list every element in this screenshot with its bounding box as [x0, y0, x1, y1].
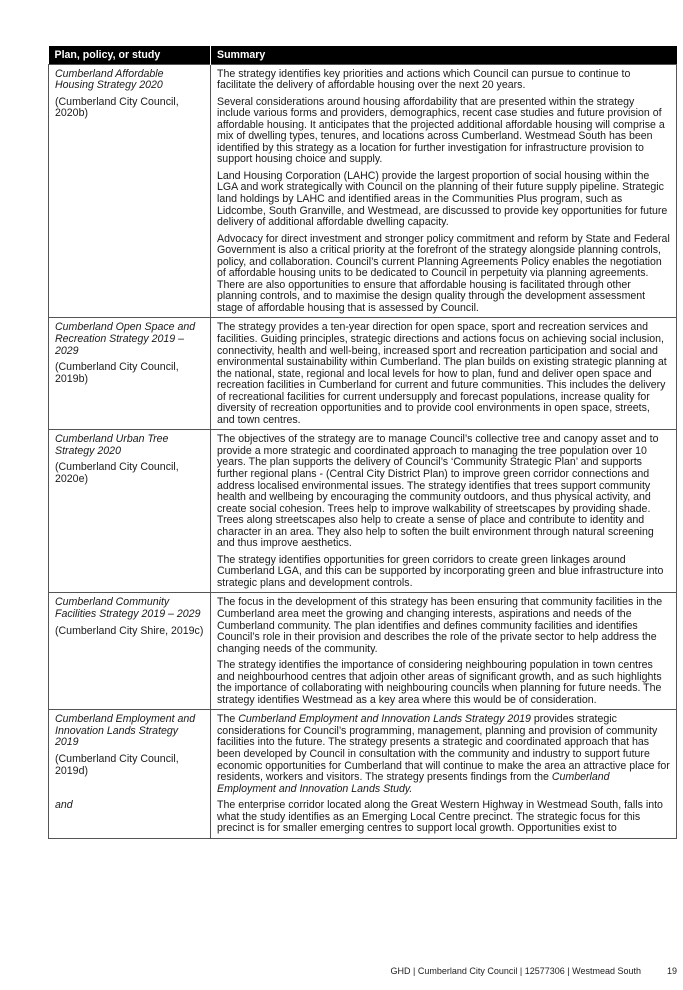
- column-header-summary: Summary: [211, 46, 677, 64]
- plan-cell: [49, 430, 211, 593]
- plan-cell: [49, 318, 211, 430]
- plan-reference: (Cumberland City Shire, 2019c): [55, 624, 204, 637]
- page-number: 19: [666, 966, 677, 976]
- plan-reference: (Cumberland City Council, 2019b): [55, 361, 179, 385]
- plan-reference: (Cumberland City Council, 2019d): [55, 753, 179, 777]
- plan-continuation: and: [55, 799, 73, 812]
- summary-paragraph: The objectives of the strategy are to manage Council’s collective tree and canopy asset and to provide a more strategic and coordinated approach to managing the tree population over 10 years. The plan supports the delivery of Council’s ‘Community Strategic Plan’ and supports further regional plans - (Central City District Plan) to improve green corridor connections and address localised environmental issues. The strategy identifies that trees support community health and wellbeing by encouraging the community outdoors, and thus physical activity, and create social cohesion. Trees help to improve walkability of streetscapes by providing shade. Trees along streetscapes also help to create a sense of place and contribute to identity and character in an area. They also help to soften the built environment through natural screening and thus improve aesthetics.: [217, 433, 659, 550]
- summary-paragraph: The focus in the development of this strategy has been ensuring that community facilities in the Cumberland area meet the growing and changing interests, aspirations and needs of the Cumberland community. The plan identifies and defines community facilities and identifies Council’s role in their provision and describes the role of the private sector to help address the changing needs of the community.: [217, 596, 663, 655]
- table-row: [49, 710, 677, 838]
- table-row: [49, 430, 677, 593]
- summary-cell: [211, 318, 677, 430]
- plan-name: Cumberland Urban Tree Strategy 2020: [55, 433, 169, 457]
- summary-text: The: [217, 713, 239, 726]
- table-row: [49, 318, 677, 430]
- summary-table: [48, 46, 677, 839]
- summary-paragraph: Land Housing Corporation (LAHC) provide the largest proportion of social housing within the LGA and work strategically with Council on the planning of their future supply pipeline. Strategic land holdings by LAHC and identified areas in the Communities Plus program, such as Lidcombe, South Granville, and Westmead, are discussed to provide key opportunities for future delivery of additional affordable dwelling capacity.: [217, 169, 668, 229]
- summary-cell: [211, 64, 677, 318]
- summary-cell: [211, 710, 677, 838]
- footer-text: GHD | Cumberland City Council | 12577306 | Westmead South: [390, 966, 641, 976]
- plan-cell: [49, 593, 211, 710]
- summary-paragraph: The enterprise corridor located along the Great Western Highway in Westmead South, falls into what the study identifies as an Emerging Local Centre precinct. The strategic focus for this precinct is for smaller emerging centres to support local growth. Opportunities exist to: [217, 799, 663, 835]
- plan-name: Cumberland Affordable Housing Strategy 2020: [55, 67, 164, 92]
- table-header-row: [49, 46, 677, 64]
- summary-paragraph: [217, 714, 670, 795]
- plan-name: Cumberland Employment and Innovation Lands Strategy 2019: [55, 713, 196, 749]
- summary-cell: [211, 593, 677, 710]
- summary-paragraph: The strategy provides a ten-year direction for open space, sport and recreation services and facilities. Guiding principles, strategic directions and actions focus on achieving social inclusion, connectivity, health and well-being, increased sport and recreation participation and social and environmental sustainability within Cumberland. The plan builds on existing strategic planning at the national, state, regional and local levels for how to plan, fund and deliver open space and recreation facilities in Cumberland for current and future communities. This includes the delivery of recreational facilities for current undersupply and forecast populations, increase quality for diversity of recreation opportunities and to provide cool environments in open space, streets, and town centres.: [217, 321, 667, 426]
- summary-paragraph: Advocacy for direct investment and stronger policy commitment and reform by State and Federal Government is also a critical priority at the forefront of the strategy alongside planning controls, policy, and collaboration. Council’s current Planning Agreements Policy enables the negotiation of affordable housing units to be dedicated to Council in perpetuity via planning agreements. There are also opportunities to ensure that affordable housing is facilitated through other planning controls, and to maximise the design quality through the development assessment stage of affordable housing that is assessed by Council.: [217, 232, 670, 314]
- table-row: [49, 593, 677, 710]
- table-row: [49, 64, 677, 318]
- plan-cell: [49, 64, 211, 318]
- plan-cell: [49, 710, 211, 838]
- column-header-plan: Plan, policy, or study: [49, 46, 211, 64]
- plan-reference: (Cumberland City Council, 2020e): [55, 461, 179, 485]
- plan-name: Cumberland Community Facilities Strategy 2019 – 2029: [55, 596, 201, 621]
- summary-paragraph: Several considerations around housing affordability that are presented within the strategy include various forms and providers, demographics, recent case studies and future provision of affordable housing. It anticipates that the projected additional affordable housing will comprise a mix of dwelling types, tenures, and locations across Cumberland. Westmead South has been identified by this strategy as a location for further investigation for infrastructure provision to support housing choice and supply.: [217, 95, 665, 166]
- summary-text: provides strategic considerations for Council’s programming, management, planning and provision of community facilities into the future. The strategy presents a strategic and coordinated approach that has been developed by Council in consultation with the community and industry to support future economic opportunities for Cumberland that will continue to make the area an attractive place for residents, workers and visitors. The strategy presents findings from the: [217, 713, 670, 784]
- plan-name: Cumberland Open Space and Recreation Strategy 2019 – 2029: [55, 321, 196, 357]
- strategy-title: Cumberland Employment and Innovation Lands Strategy 2019: [238, 713, 531, 726]
- study-title: Cumberland Employment and Innovation Lands Study.: [217, 771, 610, 795]
- summary-paragraph: The strategy identifies opportunities for green corridors to create green linkages around Cumberland LGA, and this can be supported by incorporating green and blue infrastructure into strategic plans and development controls.: [217, 553, 664, 589]
- summary-cell: [211, 430, 677, 593]
- summary-paragraph: The strategy identifies the importance of considering neighbouring population in town centres and neighbourhood centres that adjoin other areas of significant growth, and as such highlights the importance of collaborating with neighbouring councils when planning for future needs. The strategy identifies Westmead as a key area where this would be of consideration.: [217, 659, 662, 706]
- plan-reference: (Cumberland City Council, 2020b): [55, 95, 179, 120]
- summary-paragraph: The strategy identifies key priorities and actions which Council can pursue to continue to facilitate the delivery of affordable housing over the next 20 years.: [217, 67, 631, 92]
